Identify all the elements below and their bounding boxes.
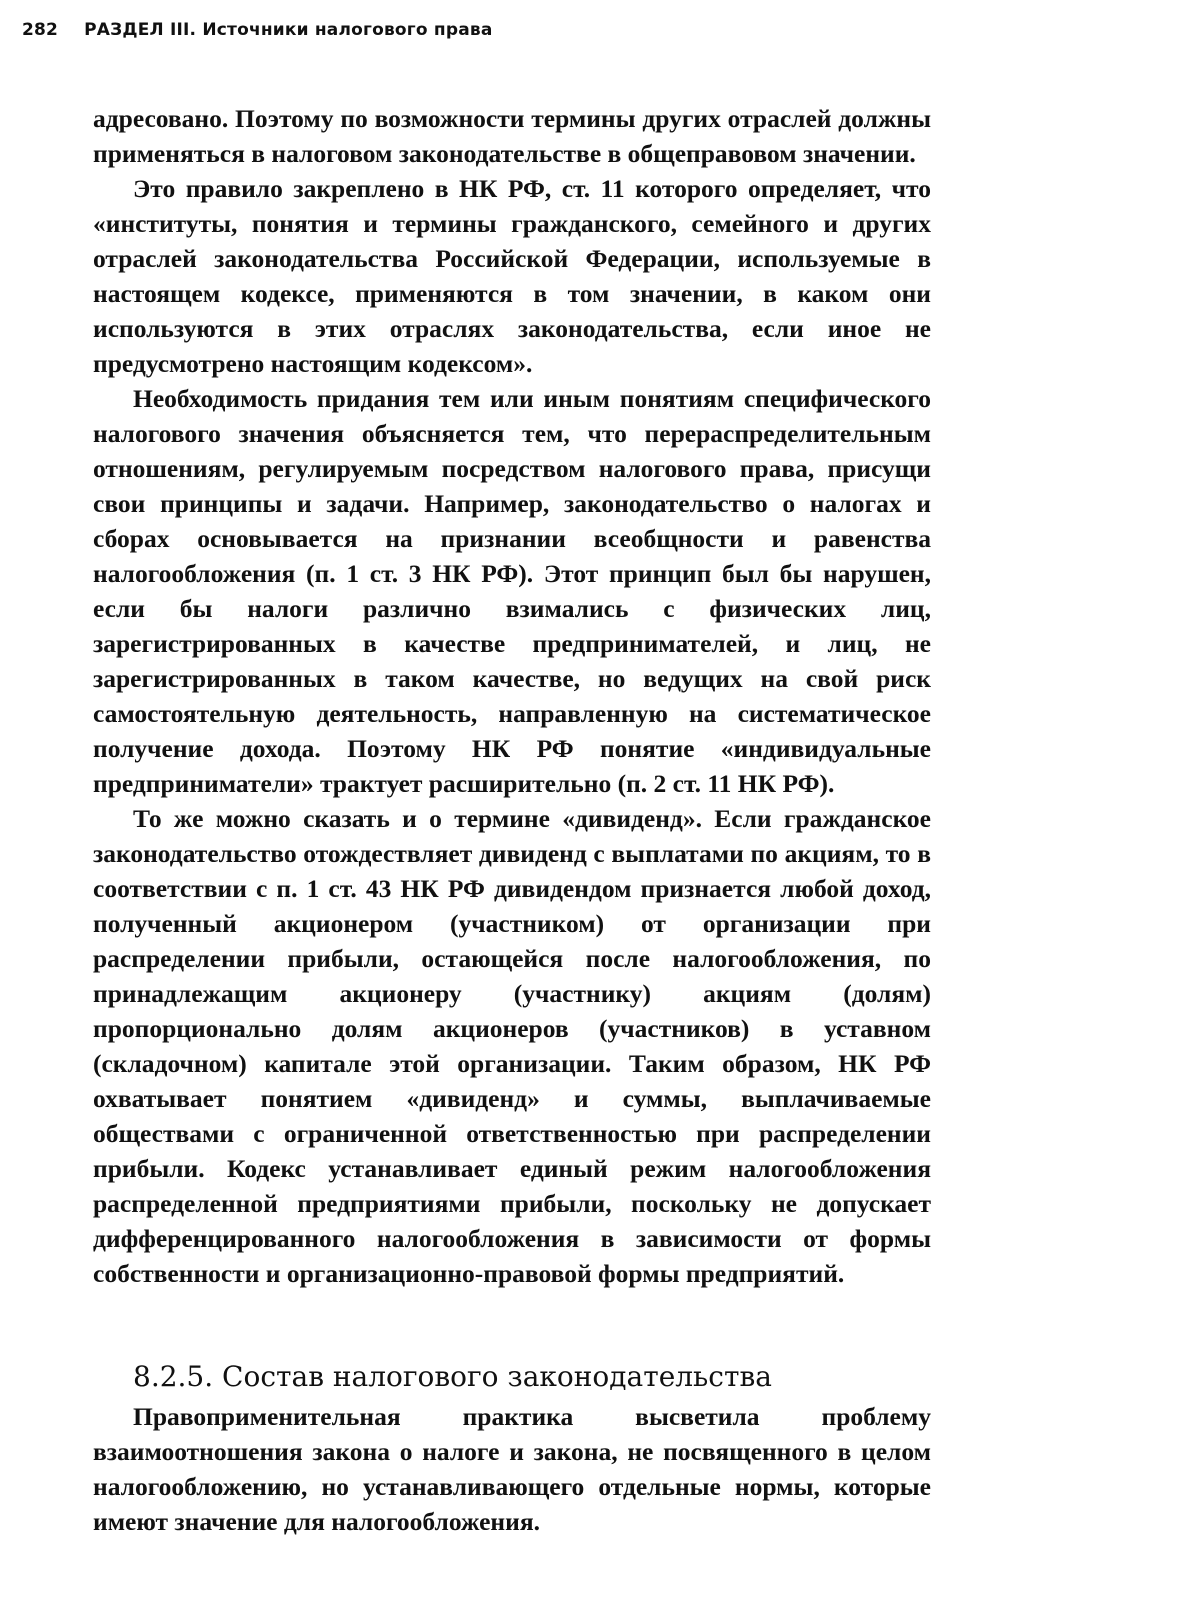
paragraph: Правоприменительная практика высветила проблему взаимоотношения закона о налоге и закона, не посвященного в целом налогообложению, но устанавливающего отдельные нормы, которые имеют значение для налогообложения. xyxy=(93,1402,931,1536)
running-title: РАЗДЕЛ III. Источники налогового права xyxy=(84,20,493,40)
page-number: 282 xyxy=(22,20,59,40)
section-text xyxy=(93,1399,931,1539)
paragraph: Необходимость придания тем или иным понятиям специфического налогового значения объясняется тем, что перераспределительным отношениям, регулируемым посредством налогового права, присущи свои принципы и задачи. Например, законодательство о налогах и сборах основывается на признании всеобщности и равенства налогообложения (п. 1 ст. 3 НК РФ). Этот принцип был бы нарушен, если бы налоги различно взимались с физических лиц, зарегистрированных в качестве предпринимателей, и лиц, не зарегистрированных в таком качестве, но ведущих на свой риск самостоятельную деятельность, направленную на систематическое получение дохода. Поэтому НК РФ понятие «индивидуальные предприниматели» трактует расширительно (п. 2 ст. 11 НК РФ). xyxy=(93,384,931,798)
body-text xyxy=(93,101,931,1291)
section-heading: 8.2.5. Состав налогового законодательства xyxy=(133,1360,772,1393)
paragraph: Это правило закреплено в НК РФ, ст. 11 которого определяет, что «институты, понятия и термины гражданского, семейного и других отраслей законодательства Российской Федерации, используемые в настоящем кодексе, применяются в том значении, в каком они используются в этих отраслях законодательства, если иное не предусмотрено настоящим кодексом». xyxy=(93,174,931,378)
running-header xyxy=(22,20,493,40)
paragraph: То же можно сказать и о термине «дивиденд». Если гражданское законодательство отождествляет дивиденд с выплатами по акциям, то в соответствии с п. 1 ст. 43 НК РФ дивидендом признается любой доход, полученный акционером (участником) от организации при распределении прибыли, остающейся после налогообложения, по принадлежащим акционеру (участнику) акциям (долям) пропорционально долям акционеров (участников) в уставном (складочном) капитале этой организации. Таким образом, НК РФ охватывает понятием «дивиденд» и суммы, выплачиваемые обществами с ограниченной ответственностью при распределении прибыли. Кодекс устанавливает единый режим налогообложения распределенной предприятиями прибыли, поскольку не допускает дифференцированного налогообложения в зависимости от формы собственности и организационно-правовой формы предприятий. xyxy=(93,804,931,1288)
paragraph-continuation: адресовано. Поэтому по возможности термины других отраслей должны применяться в налоговом законодательстве в общеправовом значении. xyxy=(93,104,931,168)
